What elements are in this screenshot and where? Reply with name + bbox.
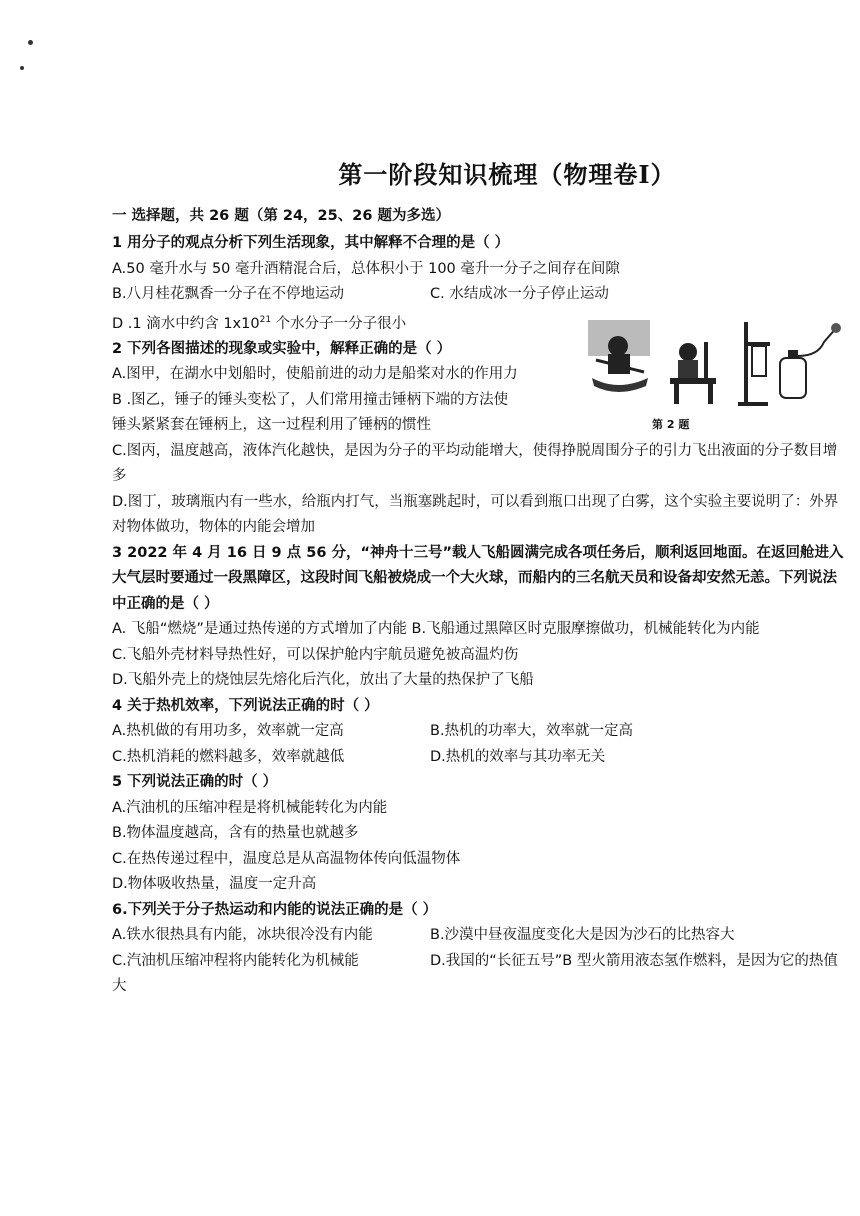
question-3-options-ab: A. 飞船“燃烧”是通过热传递的方式增加了内能 B.飞船通过黑障区时克服摩擦做功，机械能转化为内能 [112,621,760,638]
question-6-option-c: C.汽油机压缩冲程将内能转化为机械能 [112,952,359,969]
question-6-options-ab [112,923,844,949]
question-6-option-b: B.沙漠中昼夜温度变化大是因为沙石的比热容大 [430,927,735,944]
question-1-option-d-text: D .1 滴水中约含 1x10 [112,315,260,332]
question-4-options-ab [112,719,844,745]
question-2-stem: 2 下列各图描述的现象或实验中，解释正确的是（ ） [112,340,452,357]
worksheet [112,155,844,1000]
figure-rowing-boat [588,320,650,392]
question-3-option-c: C.飞船外壳材料导热性好，可以保护舱内宇航员避免被高温灼伤 [112,646,519,663]
question-6-option-d: D.我国的“长征五号”B 型火箭用液态氢作燃料，是因为它的热值大 [112,952,838,995]
page-title: 第一阶段知识梳理（物理卷Ⅰ） [338,160,676,189]
figure-caption: 第 2 题 [652,418,690,431]
question-2-option-b-line2: 锤头紧紧套在锤柄上，这一过程利用了锤柄的惯性 [112,417,431,434]
question-5-stem: 5 下列说法正确的时（ ） [112,774,278,791]
question-1-stem: 1 用分子的观点分析下列生活现象，其中解释不合理的是（ ） [112,235,510,251]
section-heading: 一 选择题，共 26 题（第 24，25、26 题为多选） [112,208,450,224]
question-1-option-d-tail: 个水分子一分子很小 [271,315,407,332]
question-5-option-d: D.物体吸收热量，温度一定升高 [112,876,317,893]
question-4-option-c: C.热机消耗的燃料越多，效率就越低 [112,748,345,765]
question-4-option-b: B.热机的功率大，效率就一定高 [430,723,634,740]
scan-speck [20,66,24,70]
exponent: 21 [259,314,272,325]
question-1-option-c: C. 水结成冰一分子停止运动 [430,286,609,302]
question-3-option-d: D.飞船外壳上的烧蚀层先熔化后汽化，放出了大量的热保护了飞船 [112,672,534,689]
question-2-option-a: A.图甲，在湖水中划船时，使船前进的动力是船桨对水的作用力 [112,366,518,383]
question-2-option-c: C.图丙，温度越高，液体汽化越快，是因为分子的平均动能增大，使得挣脱周围分子的引力飞出液面的分子数目增多 [112,442,838,485]
question-2-figure [588,316,850,424]
figure-bottle-pump [780,323,841,398]
question-6-stem: 6.下列关于分子热运动和内能的说法正确的是（ ） [112,901,438,918]
question-4-options-cd [112,745,844,771]
question-2-option-b-line1: B .图乙，锤子的锤头变松了，人们常用撞击锤柄下端的方法使 [112,391,509,408]
question-1-option-b: B.八月桂花飘香一分子在不停地运动 [112,286,345,302]
question-4-stem: 4 关于热机效率，下列说法正确的时（ ） [112,697,379,714]
question-1-options-bc [112,282,844,308]
figure-hammer [670,342,716,404]
question-5-option-b: B.物体温度越高，含有的热量也就越多 [112,825,359,842]
question-5-option-a: A.汽油机的压缩冲程是将机械能转化为内能 [112,799,388,816]
question-4-option-d: D.热机的效率与其功率无关 [430,748,606,765]
question-6-options-cd [112,949,844,1000]
figure-heating-apparatus [738,322,770,406]
question-3-stem: 3 2022 年 4 月 16 日 9 点 56 分，“神舟十三号”载人飞船圆满完成各项任务后，顺利返回地面。在返回舱进入大气层时要通过一段黑障区，这段时间飞船被烧成一个大火球，而船内的三名航天员和设备却安然无恙。下列说法中正确的是（ ） [112,544,844,612]
scan-speck [28,40,33,45]
question-6-option-a: A.铁水很热具有内能，冰块很冷没有内能 [112,927,373,944]
question-2-option-d: D.图丁，玻璃瓶内有一些水，给瓶内打气，当瓶塞跳起时，可以看到瓶口出现了白雾，这个实验主要说明了：外界对物体做功，物体的内能会增加 [112,493,839,536]
question-1-option-a: A.50 毫升水与 50 毫升酒精混合后，总体积小于 100 毫升一分子之间存在间隙 [112,260,620,277]
question-5-option-c: C.在热传递过程中，温度总是从高温物体传向低温物体 [112,850,461,867]
question-4-option-a: A.热机做的有用功多，效率就一定高 [112,723,344,740]
